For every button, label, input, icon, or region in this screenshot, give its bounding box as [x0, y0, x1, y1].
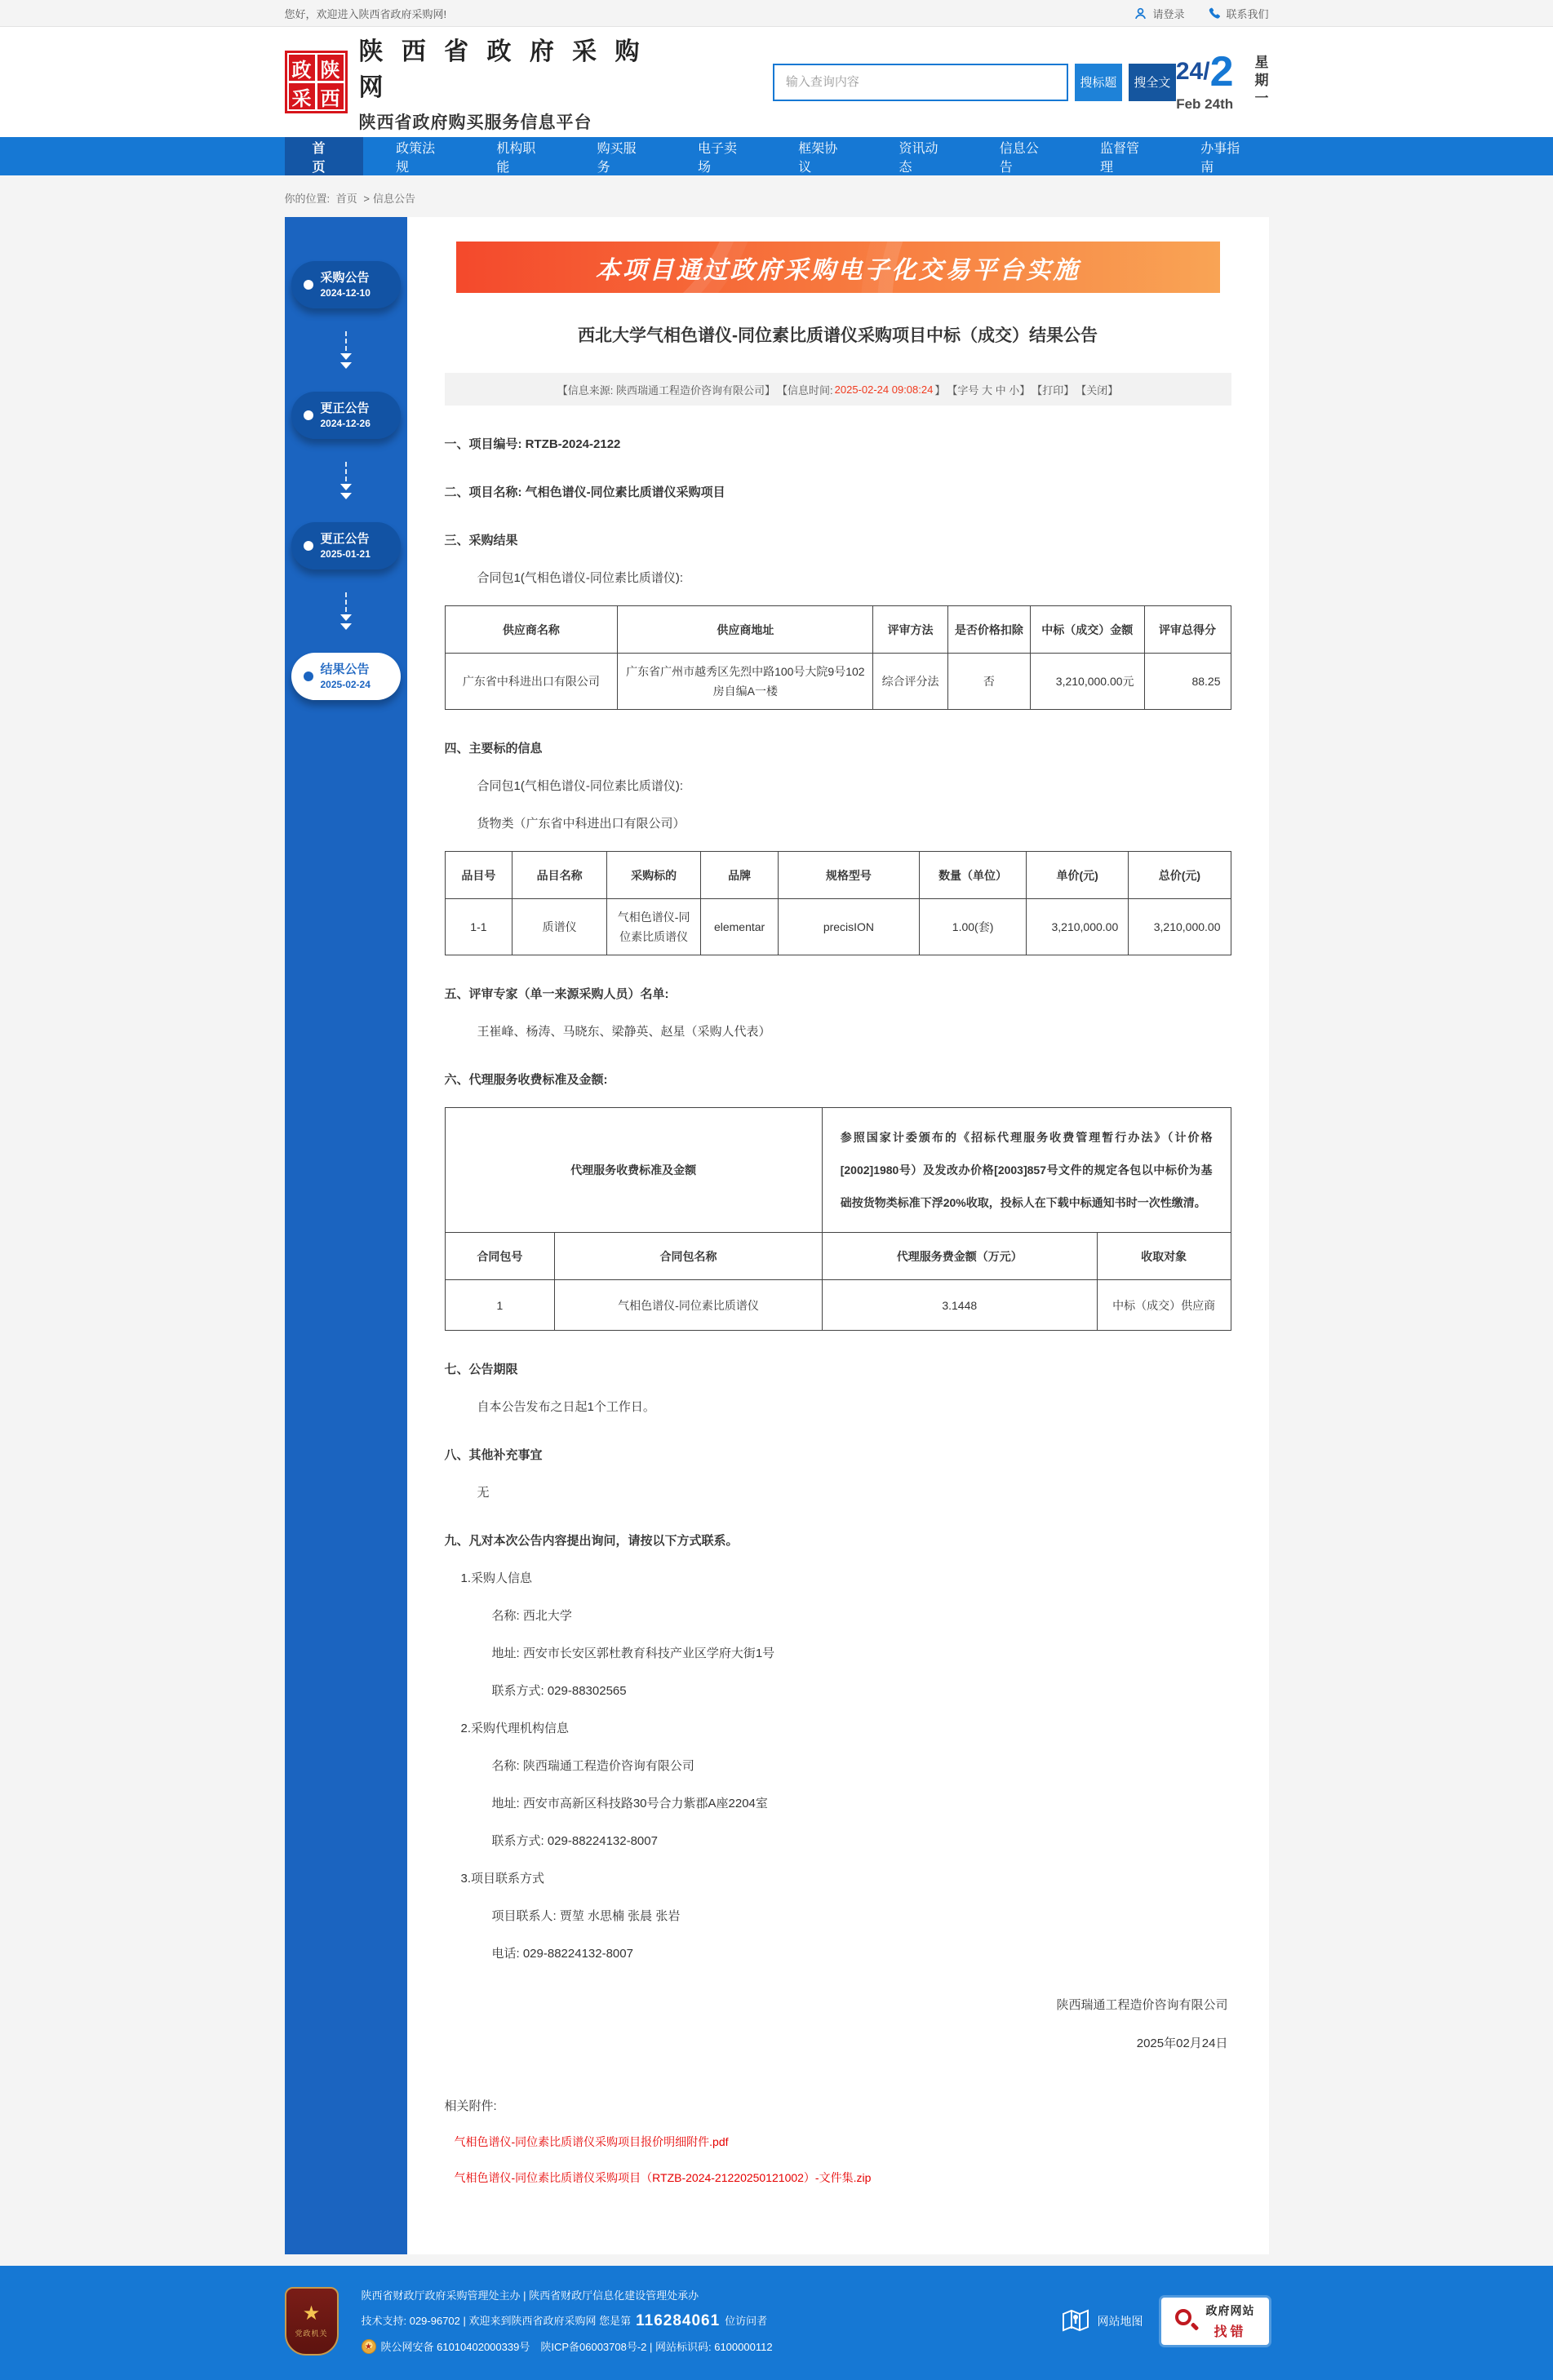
- supplier-table: [445, 605, 1231, 710]
- fee-desc-cell: 参照国家计委颁布的《招标代理服务收费管理暂行办法》（计价格[2002]1980号）及发改办价格[2003]857号文件的规定各包以中标价为基础按货物类标准下浮20%收取，投标人在下载中标通知书时一次性缴清。: [822, 1108, 1231, 1233]
- header-cell: 单价(元): [1027, 852, 1129, 899]
- data-cell: 1-1: [445, 899, 512, 955]
- breadcrumb-prefix: 你的位置:: [284, 193, 331, 205]
- site-logo[interactable]: [285, 31, 678, 134]
- phone-icon: [1207, 7, 1221, 20]
- data-cell: 3,210,000.00: [1129, 899, 1231, 955]
- date-day: 24/: [1175, 57, 1210, 85]
- agency-name: 名称: 陕西瑞通工程造价咨询有限公司: [491, 1759, 694, 1773]
- data-cell: 3.1448: [822, 1280, 1097, 1331]
- topbar: [0, 0, 1553, 27]
- data-cell: 3,210,000.00: [1027, 899, 1129, 955]
- section-4-category: 货物类（广东省中科进出口有限公司）: [477, 817, 686, 831]
- breadcrumb-home[interactable]: 首页: [335, 193, 357, 205]
- meta-time-suffix: 】: [934, 383, 946, 397]
- nav-item-announcements[interactable]: 信息公告: [999, 141, 1039, 175]
- timeline-dot-icon: [304, 541, 313, 551]
- breadcrumb-current[interactable]: 信息公告: [372, 193, 415, 205]
- timeline-arrow-icon: [285, 325, 407, 375]
- search-input[interactable]: [773, 64, 1068, 101]
- nav-item-framework[interactable]: 框架协议: [798, 141, 838, 175]
- nav-item-policies[interactable]: 政策法规: [396, 141, 436, 175]
- timeline-sidebar: [285, 217, 407, 2254]
- header-cell: 代理服务费金额（万元）: [822, 1233, 1097, 1280]
- nav-item-supervision[interactable]: 监督管理: [1100, 141, 1140, 175]
- site-title: 陕 西 省 政 府 采 购 网: [358, 38, 646, 101]
- data-cell: 气相色谱仪-同位素比质谱仪: [555, 1280, 822, 1331]
- timeline-dot-icon: [304, 410, 313, 420]
- platform-banner: [456, 242, 1220, 293]
- topbar-welcome: 您好，欢迎进入陕西省政府采购网!: [284, 7, 447, 20]
- header-cell: 数量（单位）: [920, 852, 1027, 899]
- attachments-label: 相关附件:: [444, 2099, 497, 2113]
- magnifier-icon: [1175, 2309, 1200, 2333]
- footer: [0, 2266, 1553, 2380]
- timeline-arrow-icon: [285, 455, 407, 506]
- data-cell: precisION: [778, 899, 919, 955]
- article: [407, 217, 1269, 2254]
- map-icon: [1062, 2308, 1089, 2335]
- nav-item-news[interactable]: 资讯动态: [899, 141, 938, 175]
- expert-names: 王崔峰、杨涛、马晓东、梁静英、赵星（采购人代表）: [477, 1025, 771, 1039]
- footer-icp-line: 陕公网安备 61010402000339号 陕ICP备06003708号-2 | 网站标识码: 6100000112: [380, 2340, 773, 2353]
- header-cell: 评审方法: [873, 606, 947, 654]
- content-card: [285, 217, 1269, 2254]
- nav-item-e-market[interactable]: 电子卖场: [697, 141, 737, 175]
- header-cell: 合同包名称: [555, 1233, 822, 1280]
- timeline-dot-icon: [304, 671, 313, 681]
- timeline-item-correction-1[interactable]: 更正公告 2024-12-26: [291, 392, 401, 439]
- header-cell: 供应商名称: [445, 606, 618, 654]
- section-8-text: 无: [477, 1486, 490, 1500]
- seal-char: 政: [289, 55, 315, 81]
- project-contact-persons: 项目联系人: 贾堃 水思楠 张晨 张岩: [491, 1909, 681, 1923]
- data-cell: 综合评分法: [873, 654, 947, 710]
- agency-address: 地址: 西安市高新区科技路30号合力紫郡A座2204室: [491, 1797, 768, 1810]
- login-link[interactable]: [1134, 6, 1184, 21]
- contact-label: 联系我们: [1226, 7, 1269, 20]
- timeline-item-result-notice[interactable]: 结果公告 2025-02-24: [291, 653, 401, 700]
- signature-block: [445, 1996, 1231, 2051]
- header-cell: 品目号: [445, 852, 512, 899]
- header-cell: 供应商地址: [618, 606, 873, 654]
- purchaser-group-title: 1.采购人信息: [460, 1571, 533, 1585]
- data-cell: 3,210,000.00元: [1030, 654, 1144, 710]
- signature-company: 陕西瑞通工程造价咨询有限公司: [1056, 1998, 1228, 2012]
- section-7-heading: 七、公告期限: [444, 1363, 518, 1376]
- header-cell: 采购标的: [606, 852, 701, 899]
- section-4-heading: 四、主要标的信息: [444, 742, 543, 756]
- header: [0, 27, 1553, 137]
- header-cell: 是否价格扣除: [947, 606, 1030, 654]
- timeline-item-correction-2[interactable]: 更正公告 2025-01-21: [291, 522, 401, 570]
- data-cell: elementar: [701, 899, 778, 955]
- section-2-heading: 二、项目名称: 气相色谱仪-同位素比质谱仪采购项目: [444, 485, 725, 499]
- agency-fee-table: [445, 1107, 1231, 1331]
- meta-time-prefix: 【信息时间:: [777, 383, 833, 397]
- meta-time: 2025-02-24 09:08:24: [834, 383, 934, 396]
- weekday-label: 星 期 一: [1254, 54, 1269, 106]
- signature-date: 2025年02月24日: [1136, 2037, 1228, 2050]
- header-cell: 品目名称: [512, 852, 607, 899]
- search-fulltext-button[interactable]: 搜全文: [1129, 64, 1176, 101]
- header-cell: 规格型号: [778, 852, 919, 899]
- visitor-count: 116284061: [636, 2312, 721, 2329]
- section-1-heading: 一、项目编号: RTZB-2024-2122: [444, 437, 621, 451]
- search-title-button[interactable]: 搜标题: [1075, 64, 1122, 101]
- meta-source: 【信息来源: 陕西瑞通工程造价咨询有限公司】: [557, 383, 775, 397]
- site-subtitle: 陕西省政府购买服务信息平台: [358, 113, 592, 132]
- seal-char: 陕: [317, 55, 344, 81]
- data-cell: 广东省中科进出口有限公司: [445, 654, 618, 710]
- data-cell: 质谱仪: [512, 899, 607, 955]
- main-nav: [0, 137, 1553, 175]
- nav-item-functions[interactable]: 机构职能: [496, 141, 536, 175]
- section-4-package: 合同包1(气相色谱仪-同位素比质谱仪):: [477, 779, 683, 793]
- section-3-heading: 三、采购结果: [444, 534, 518, 547]
- section-8-heading: 八、其他补充事宜: [444, 1448, 543, 1462]
- emblem-label: 党政机关: [295, 2329, 328, 2338]
- police-badge-icon: ★: [362, 2339, 376, 2354]
- search-bar: [773, 64, 1176, 101]
- nav-item-guide[interactable]: 办事指南: [1200, 141, 1240, 175]
- header-cell: 总价(元): [1129, 852, 1231, 899]
- party-government-emblem-icon: ★ 党政机关: [285, 2287, 339, 2356]
- data-cell: 否: [947, 654, 1030, 710]
- nav-item-purchase-service[interactable]: 购买服务: [597, 141, 637, 175]
- contact-link[interactable]: [1207, 6, 1268, 21]
- timeline-arrow-icon: [285, 586, 407, 636]
- footer-support-line: 技术支持: 029-96702 | 欢迎来到陕西省政府采购网 您是第: [361, 2315, 632, 2327]
- data-cell: 88.25: [1144, 654, 1231, 710]
- section-9-heading: 九、凡对本次公告内容提出询问，请按以下方式联系。: [444, 1534, 739, 1548]
- section-6-heading: 六、代理服务收费标准及金额:: [444, 1073, 608, 1087]
- close-button[interactable]: 【关闭】: [1076, 383, 1119, 397]
- data-cell: 气相色谱仪-同位素比质谱仪: [606, 899, 701, 955]
- header-cell: 收取对象: [1097, 1233, 1231, 1280]
- table-row: [445, 654, 1231, 710]
- purchaser-address: 地址: 西安市长安区郭杜教育科技产业区学府大街1号: [491, 1646, 775, 1660]
- data-cell: 1: [445, 1280, 555, 1331]
- agency-phone: 联系方式: 029-88224132-8007: [491, 1834, 658, 1848]
- date-widget: [1175, 47, 1269, 113]
- date-english: Feb 24th: [1176, 95, 1234, 112]
- section-3-package: 合同包1(气相色谱仪-同位素比质谱仪):: [477, 571, 683, 585]
- item-table: [445, 851, 1231, 955]
- error-badge-action: 找错: [1214, 2325, 1247, 2339]
- footer-organizer-line: 陕西省财政厅政府采购管理处主办 | 陕西省财政厅信息化建设管理处承办: [361, 2289, 699, 2302]
- attachment-link-pdf[interactable]: 气相色谱仪-同位素比质谱仪采购项目报价明细附件.pdf: [454, 2135, 729, 2148]
- table-row: [445, 899, 1231, 955]
- error-badge-title: 政府网站: [1205, 2304, 1255, 2317]
- page-title: 西北大学气相色谱仪-同位素比质谱仪采购项目中标（成交）结果公告: [578, 326, 1098, 345]
- header-cell: 合同包号: [445, 1233, 555, 1280]
- data-cell: 1.00(套): [920, 899, 1027, 955]
- meta-bar: [445, 373, 1231, 406]
- login-label: 请登录: [1152, 7, 1185, 20]
- section-7-text: 自本公告发布之日起1个工作日。: [477, 1400, 655, 1414]
- footer-visitors-suffix: 位访问者: [725, 2315, 768, 2327]
- timeline-item-purchase-notice[interactable]: 采购公告 2024-12-10: [291, 261, 401, 308]
- font-size-control[interactable]: 【字号 大 中 小】: [947, 383, 1031, 397]
- data-cell: 中标（成交）供应商: [1097, 1280, 1231, 1331]
- nav-item-home[interactable]: 首页: [285, 137, 364, 175]
- project-contact-group-title: 3.项目联系方式: [460, 1872, 545, 1886]
- seal-char: 西: [317, 83, 344, 109]
- attachment-link-zip[interactable]: 气相色谱仪-同位素比质谱仪采购项目（RTZB-2024-21220250121002）-文件集.zip: [454, 2171, 872, 2184]
- project-contact-phone: 电话: 029-88224132-8007: [491, 1947, 633, 1961]
- breadcrumb-separator: >: [363, 193, 370, 205]
- person-icon: [1134, 7, 1147, 20]
- agency-group-title: 2.采购代理机构信息: [460, 1722, 570, 1735]
- header-cell: 评审总得分: [1144, 606, 1231, 654]
- sitemap-link[interactable]: [1062, 2308, 1143, 2335]
- table-row: [445, 1280, 1231, 1331]
- logo-seal-icon: [285, 51, 348, 113]
- breadcrumb: [0, 175, 1553, 217]
- date-month: 2: [1209, 47, 1234, 95]
- purchaser-name: 名称: 西北大学: [491, 1609, 572, 1623]
- timeline-dot-icon: [304, 280, 313, 290]
- platform-banner-text: 本项目通过政府采购电子化交易平台实施: [595, 256, 1080, 284]
- header-cell: 品牌: [701, 852, 778, 899]
- purchaser-phone: 联系方式: 029-88302565: [491, 1684, 627, 1698]
- error-report-badge[interactable]: [1161, 2298, 1269, 2345]
- section-5-heading: 五、评审专家（单一来源采购人员）名单:: [444, 987, 669, 1001]
- sitemap-label: 网站地图: [1097, 2315, 1143, 2328]
- fee-label-cell: 代理服务收费标准及金额: [445, 1108, 822, 1233]
- data-cell: 广东省广州市越秀区先烈中路100号大院9号102房自编A一楼: [618, 654, 873, 710]
- header-cell: 中标（成交）金额: [1030, 606, 1144, 654]
- seal-char: 采: [289, 83, 315, 109]
- print-button[interactable]: 【打印】: [1032, 383, 1075, 397]
